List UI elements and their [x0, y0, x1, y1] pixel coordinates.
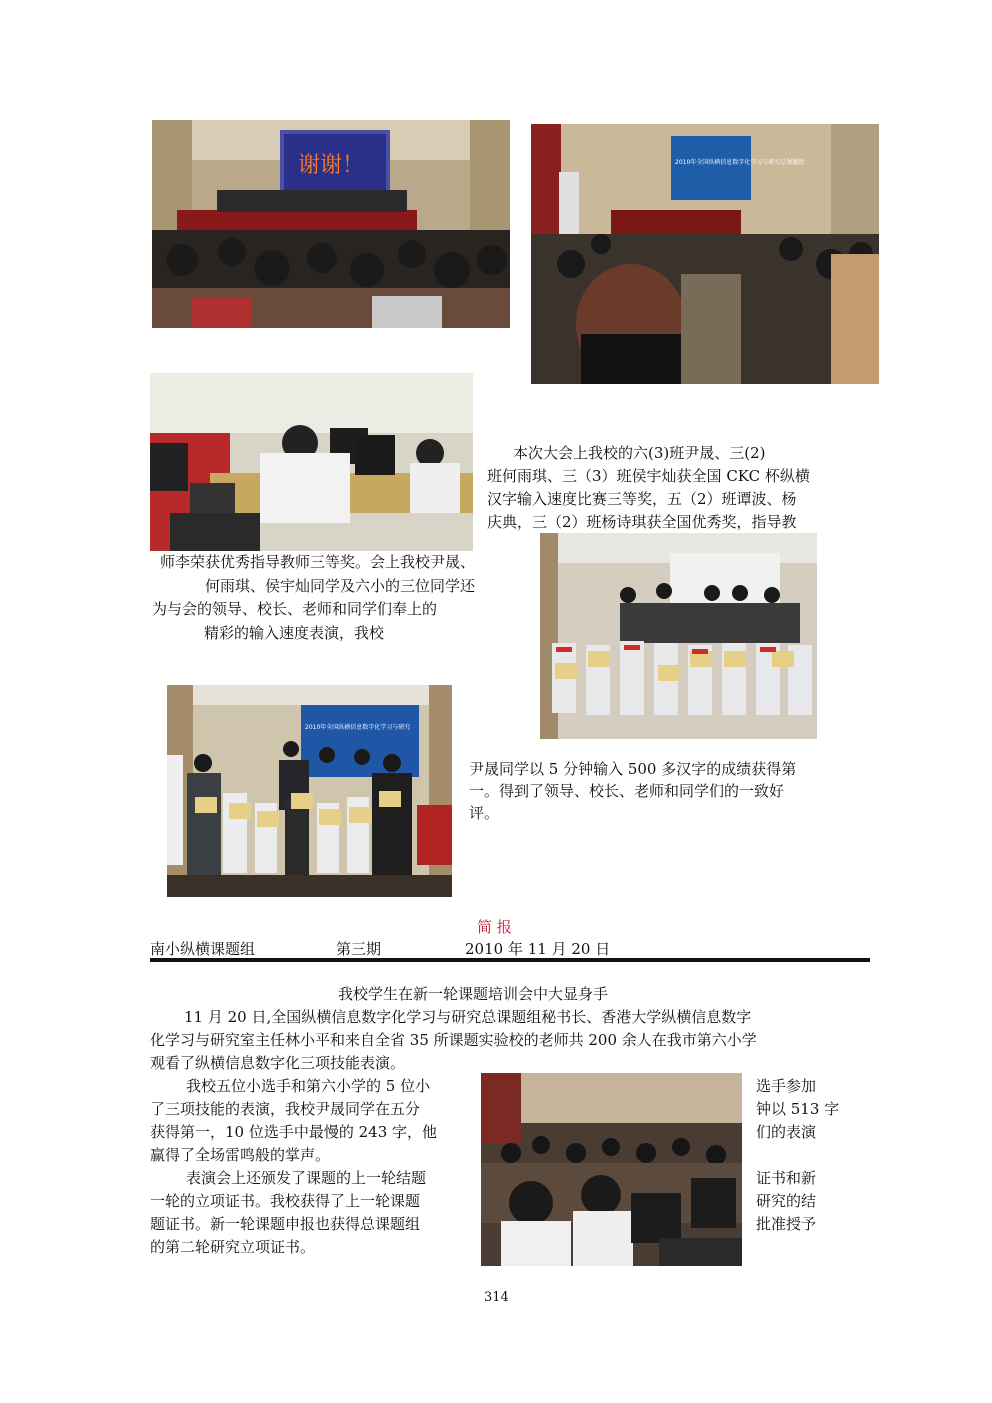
article2-left-line: 一轮的立项证书。我校获得了上一轮课题: [150, 1192, 421, 1210]
photo-students-typing: [150, 373, 473, 551]
photo-meeting-audience: [531, 124, 879, 384]
article1-line: 尹晟同学以 5 分钟输入 500 多汉字的成绩获得第: [469, 760, 797, 778]
article1-line: 师李荣获优秀指导教师三等奖。会上我校尹晟、: [160, 553, 476, 571]
photo-group-banner: [167, 685, 452, 897]
article1-line: 为与会的领导、校长、老师和同学们奉上的: [152, 600, 438, 618]
bulletin-rule: [150, 958, 870, 962]
photo-meeting-hall-thanks: [152, 120, 510, 328]
banner-text: 2010年全国纵横信息数字化学习与研究: [305, 724, 411, 731]
article2-left-line: 赢得了全场雷鸣般的掌声。: [150, 1146, 331, 1164]
article2-line: 11 月 20 日,全国纵横信息数字化学习与研究总课题组秘书长、香港大学纵横信息数字: [184, 1008, 752, 1026]
article2-left-line: 题证书。新一轮课题申报也获得总课题组: [150, 1215, 421, 1233]
page-number: 314: [484, 1290, 509, 1305]
bulletin-issue: 第三期: [336, 940, 382, 958]
article2-right-line: 钟以 513 字: [756, 1100, 840, 1118]
article2-right-line: 研究的结: [756, 1192, 817, 1210]
article1-line: 本次大会上我校的六(3)班尹晟、三(2): [513, 444, 766, 462]
article2-line: 化学习与研究室主任林小平和来自全省 35 所课题实验校的老师共 200 余人在我市第六小学: [150, 1031, 757, 1049]
article2-right-line: 选手参加: [756, 1077, 817, 1095]
photo-training-session: [481, 1073, 742, 1266]
article2-left-line: 了三项技能的表演，我校尹晟同学在五分: [150, 1100, 421, 1118]
bulletin-title: 简 报: [477, 918, 512, 936]
photo-award-ceremony: [540, 533, 817, 739]
article2-left-line: 我校五位小选手和第六小学的 5 位小: [186, 1077, 431, 1095]
screen-thanks-text: 谢谢！: [298, 153, 365, 178]
article2-left-line: 的第二轮研究立项证书。: [150, 1238, 316, 1256]
article1-line: 何雨琪、侯宇灿同学及六小的三位同学还: [205, 577, 476, 595]
article1-line: 汉字输入速度比赛三等奖，五（2）班谭波、杨: [487, 490, 797, 508]
article2-left-line: 获得第一，10 位选手中最慢的 243 字，他: [150, 1123, 438, 1141]
article2-headline: 我校学生在新一轮课题培训会中大显身手: [338, 985, 609, 1003]
article2-right-line: 们的表演: [756, 1123, 817, 1141]
bulletin-date: 2010 年 11 月 20 日: [465, 940, 611, 958]
screen-banner-text: 2010年全国纵横信息数字化学习与研究总课题组: [675, 159, 805, 166]
article1-line: 评。: [469, 804, 500, 822]
article1-line: 一。得到了领导、校长、老师和同学们的一致好: [469, 782, 785, 800]
article1-line: 精彩的输入速度表演，我校: [204, 624, 385, 642]
article2-line: 观看了纵横信息数字化三项技能表演。: [150, 1054, 406, 1072]
bulletin-group: 南小纵横课题组: [150, 940, 256, 958]
article2-right-line: 证书和新: [756, 1169, 817, 1187]
article1-line: 庆典，三（2）班杨诗琪获全国优秀奖，指导教: [487, 513, 797, 531]
article2-left-line: 表演会上还颁发了课题的上一轮结题: [186, 1169, 427, 1187]
article1-line: 班何雨琪、三（3）班侯宇灿获全国 CKC 杯纵横: [487, 467, 810, 485]
article2-right-line: 批准授予: [756, 1215, 817, 1233]
